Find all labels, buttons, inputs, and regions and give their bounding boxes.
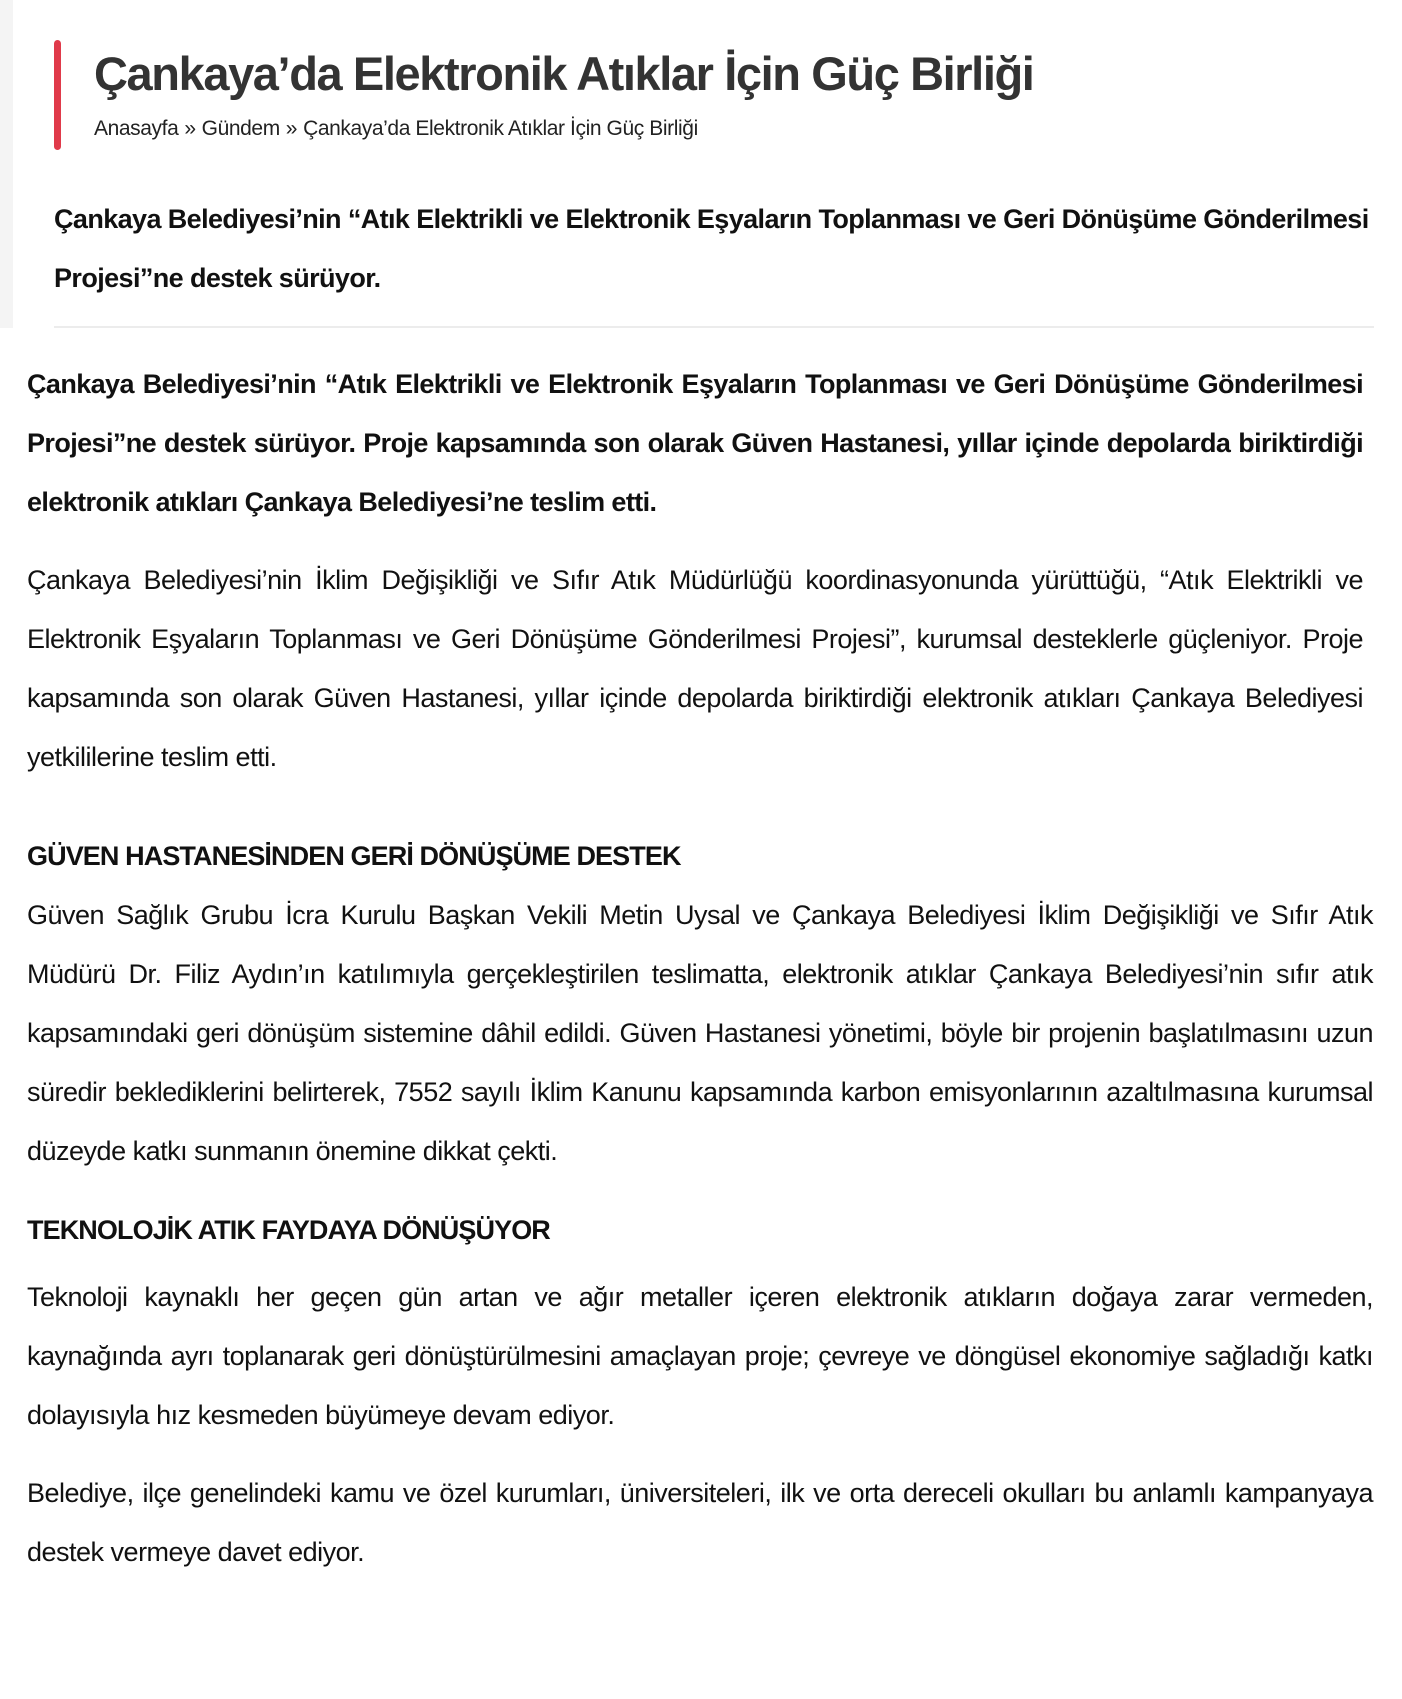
- breadcrumb: [94, 114, 698, 144]
- article-paragraph: Teknoloji kaynaklı her geçen gün artan ve ağır metaller içeren elektronik atıkların doğaya zarar vermeden, kaynağında ayrı toplanarak geri dönüştürülmesini amaçlayan proje; çevreye ve döngüsel ekonomiye sağladığı katkı dolayısıyla hız kesmeden büyümeye devam ediyor.: [27, 1282, 1373, 1430]
- article-paragraph: Güven Sağlık Grubu İcra Kurulu Başkan Vekili Metin Uysal ve Çankaya Belediyesi İklim Değişikliği ve Sıfır Atık Müdürü Dr. Filiz Aydın’ın katılımıyla gerçekleştirilen teslimatta, elektronik atıklar Çankaya Belediyesi’nin sıfır atık kapsamındaki geri dönüşüm sistemine dâhil edildi. Güven Hastanesi yönetimi, böyle bir projenin başlatılmasını uzun süredir beklediklerini belirterek, 7552 sayılı İklim Kanunu kapsamında karbon emisyonlarının azaltılmasına kurumsal düzeyde katkı sunmanın önemine dikkat çekti.: [27, 900, 1373, 1166]
- article-body: [27, 355, 1373, 1601]
- section-heading: TEKNOLOJİK ATIK FAYDAYA DÖNÜŞÜYOR: [27, 1215, 550, 1245]
- title-accent-bar: [54, 40, 61, 150]
- article-intro: Çankaya Belediyesi’nin “Atık Elektrikli ve Elektronik Eşyaların Toplanması ve Geri Dönüşüme Gönderilmesi Projesi”ne destek sürüyor. Proje kapsamında son olarak Güven Hastanesi, yıllar içinde depolarda biriktirdiği elektronik atıkları Çankaya Belediyesi’ne teslim etti.: [27, 369, 1363, 517]
- article-paragraph: Çankaya Belediyesi’nin İklim Değişikliği ve Sıfır Atık Müdürlüğü koordinasyonunda yürüttüğü, “Atık Elektrikli ve Elektronik Eşyaların Toplanması ve Geri Dönüşüme Gönderilmesi Projesi”, kurumsal desteklerle güçleniyor. Proje kapsamında son olarak Güven Hastanesi, yıllar içinde depolarda biriktirdiği elektronik atıkları Çankaya Belediyesi yetkililerine teslim etti.: [27, 565, 1363, 772]
- section-heading: GÜVEN HASTANESİNDEN GERİ DÖNÜŞÜME DESTEK: [27, 841, 681, 871]
- page-title: Çankaya’da Elektronik Atıklar İçin Güç Birliği: [94, 47, 1034, 100]
- article-lead: Çankaya Belediyesi’nin “Atık Elektrikli ve Elektronik Eşyaların Toplanması ve Geri Dönüşüme Gönderilmesi Projesi”ne destek sürüyor.: [54, 204, 1369, 293]
- breadcrumb-category-link[interactable]: Gündem: [201, 117, 280, 140]
- breadcrumb-separator: »: [285, 117, 298, 140]
- breadcrumb-home-link[interactable]: Anasayfa: [94, 117, 179, 140]
- breadcrumb-separator: »: [184, 117, 196, 140]
- header-divider: [54, 326, 1374, 328]
- page-side-strip: [0, 0, 13, 328]
- breadcrumb-current: Çankaya’da Elektronik Atıklar İçin Güç Birliği: [303, 117, 698, 140]
- article-paragraph: Belediye, ilçe genelindeki kamu ve özel kurumları, üniversiteleri, ilk ve orta dereceli okulları bu anlamlı kampanyaya destek vermeye davet ediyor.: [27, 1478, 1373, 1567]
